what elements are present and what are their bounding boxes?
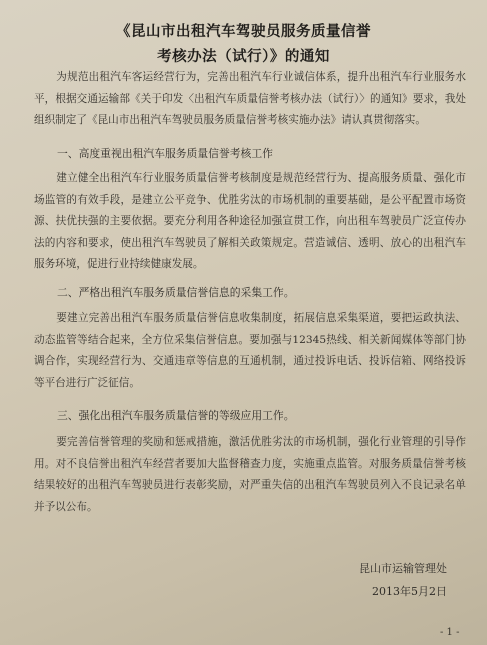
signature-date: 2013年5月2日 bbox=[372, 585, 447, 598]
section-body-3: 要完善信誉管理的奖励和惩戒措施，激活优胜劣汰的市场机制，强化行业管理的引导作用。对不良信誉出租汽车经营者要加大监督稽查力度，实施重点监管。对服务质量信誉考核结果较好的出租汽车驾驶员进行表彰奖励，对严重失信的出租汽车驾驶员列入不良记录名单并予以公布。 bbox=[34, 436, 466, 513]
section-heading-2: 二、严格出租汽车服务质量信誉信息的采集工作。 bbox=[57, 286, 295, 299]
intro-paragraph: 为规范出租汽车客运经营行为，完善出租汽车行业诚信体系，提升出租汽车行业服务水平，根据交通运输部《关于印发〈出租汽车质量信誉考核办法（试行）〉的通知》要求，我处组织制定了《昆山市出租汽车驾驶员服务质量信誉考核实施办法》请认真贯彻落实。 bbox=[34, 71, 466, 126]
document-title-line1: 《昆山市出租汽车驾驶员服务质量信誉 bbox=[116, 24, 371, 40]
signature-organization: 昆山市运输管理处 bbox=[359, 562, 447, 575]
section-body-2: 要建立完善出租汽车服务质量信誉信息收集制度，拓展信息采集渠道，要把运政执法、动态监管等结合起来，全方位采集信誉信息。要加强与12345热线、相关新闻媒体等部门协调合作，实现经营行为、交通违章等信息的互通机制，通过投诉电话、投诉信箱、网络投诉等平台进行广泛征信。 bbox=[34, 312, 466, 389]
document-title-line2: 考核办法（试行）》的通知 bbox=[157, 49, 330, 65]
section-heading-1: 一、高度重视出租汽车服务质量信誉考核工作 bbox=[57, 147, 273, 160]
section-heading-3: 三、强化出租汽车服务质量信誉的等级应用工作。 bbox=[57, 409, 295, 422]
page-number: - 1 - bbox=[440, 627, 460, 638]
section-body-1: 建立健全出租汽车行业服务质量信誉考核制度是规范经营行为、提高服务质量、强化市场监管的有效手段，是建立公平竞争、优胜劣汰的市场机制的重要基础，是公平配置市场资源、扶优扶强的主要依据。要充分利用各种途径加强宣贯工作，向出租车驾驶员广泛宣传办法的内容和要求，使出租汽车驾驶员了解相关政策规定。营造诚信、透明、放心的出租汽车服务环境，促进行业持续健康发展。 bbox=[34, 172, 466, 270]
